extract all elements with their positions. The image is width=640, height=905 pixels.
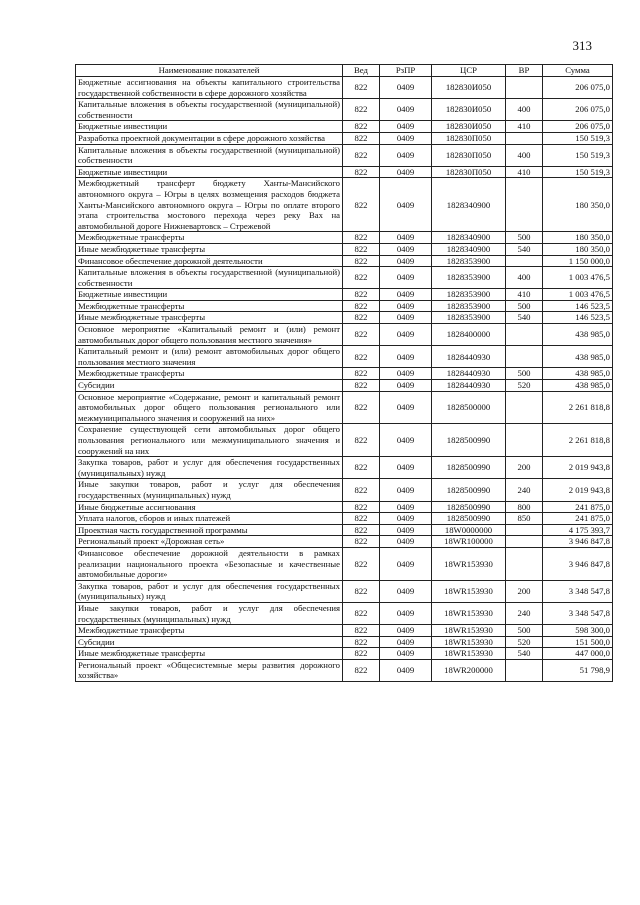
cell-sum: 150 519,3 bbox=[543, 166, 613, 178]
cell-csr: 1828353900 bbox=[432, 255, 506, 267]
cell-sum: 241 875,0 bbox=[543, 501, 613, 513]
cell-rzpr: 0409 bbox=[380, 602, 432, 624]
cell-ved: 822 bbox=[343, 243, 380, 255]
cell-ved: 822 bbox=[343, 166, 380, 178]
cell-ved: 822 bbox=[343, 300, 380, 312]
cell-rzpr: 0409 bbox=[380, 380, 432, 392]
cell-csr: 182830П050 bbox=[432, 144, 506, 166]
cell-name: Закупка товаров, работ и услуг для обеспечения государственных (муниципальных) нужд bbox=[76, 580, 343, 602]
table-row bbox=[76, 144, 613, 166]
cell-rzpr: 0409 bbox=[380, 243, 432, 255]
cell-csr: 1828440930 bbox=[432, 368, 506, 380]
cell-rzpr: 0409 bbox=[380, 232, 432, 244]
cell-rzpr: 0409 bbox=[380, 312, 432, 324]
table-row bbox=[76, 580, 613, 602]
table-row bbox=[76, 602, 613, 624]
cell-csr: 1828340900 bbox=[432, 243, 506, 255]
cell-vr bbox=[506, 132, 543, 144]
cell-name: Бюджетные инвестиции bbox=[76, 289, 343, 301]
cell-name: Бюджетные инвестиции bbox=[76, 121, 343, 133]
cell-sum: 2 261 818,8 bbox=[543, 424, 613, 457]
cell-vr: 400 bbox=[506, 144, 543, 166]
cell-rzpr: 0409 bbox=[380, 547, 432, 580]
table-row bbox=[76, 300, 613, 312]
table-row bbox=[76, 424, 613, 457]
table-body bbox=[76, 77, 613, 682]
cell-rzpr: 0409 bbox=[380, 121, 432, 133]
cell-name: Капитальные вложения в объекты государственной (муниципальной) собственности bbox=[76, 99, 343, 121]
cell-sum: 206 075,0 bbox=[543, 99, 613, 121]
cell-vr: 540 bbox=[506, 648, 543, 660]
cell-ved: 822 bbox=[343, 625, 380, 637]
cell-name: Закупка товаров, работ и услуг для обеспечения государственных (муниципальных) нужд bbox=[76, 457, 343, 479]
cell-name: Иные межбюджетные трансферты bbox=[76, 312, 343, 324]
table-row bbox=[76, 501, 613, 513]
cell-rzpr: 0409 bbox=[380, 368, 432, 380]
table-row bbox=[76, 324, 613, 346]
cell-vr: 500 bbox=[506, 300, 543, 312]
cell-name: Бюджетные ассигнования на объекты капитального строительства государственной собственности в сфере дорожного хозяйства bbox=[76, 77, 343, 99]
cell-ved: 822 bbox=[343, 513, 380, 525]
cell-csr: 182830И050 bbox=[432, 99, 506, 121]
cell-sum: 146 523,5 bbox=[543, 312, 613, 324]
cell-rzpr: 0409 bbox=[380, 267, 432, 289]
table-row bbox=[76, 648, 613, 660]
table-row bbox=[76, 77, 613, 99]
cell-csr: 1828500990 bbox=[432, 457, 506, 479]
cell-csr: 1828440930 bbox=[432, 346, 506, 368]
table-row bbox=[76, 457, 613, 479]
cell-vr: 800 bbox=[506, 501, 543, 513]
cell-rzpr: 0409 bbox=[380, 648, 432, 660]
cell-name: Иные межбюджетные трансферты bbox=[76, 648, 343, 660]
cell-rzpr: 0409 bbox=[380, 324, 432, 346]
table-row bbox=[76, 121, 613, 133]
cell-vr bbox=[506, 77, 543, 99]
cell-sum: 438 985,0 bbox=[543, 346, 613, 368]
cell-csr: 1828500990 bbox=[432, 424, 506, 457]
cell-sum: 180 350,0 bbox=[543, 232, 613, 244]
cell-sum: 1 003 476,5 bbox=[543, 267, 613, 289]
cell-name: Региональный проект «Дорожная сеть» bbox=[76, 536, 343, 548]
cell-sum: 180 350,0 bbox=[543, 178, 613, 232]
cell-rzpr: 0409 bbox=[380, 166, 432, 178]
cell-name: Региональный проект «Общесистемные меры развития дорожного хозяйства» bbox=[76, 659, 343, 681]
cell-sum: 241 875,0 bbox=[543, 513, 613, 525]
cell-ved: 822 bbox=[343, 368, 380, 380]
cell-vr: 500 bbox=[506, 625, 543, 637]
cell-name: Уплата налогов, сборов и иных платежей bbox=[76, 513, 343, 525]
cell-csr: 18WR153930 bbox=[432, 636, 506, 648]
cell-rzpr: 0409 bbox=[380, 580, 432, 602]
cell-vr: 410 bbox=[506, 121, 543, 133]
cell-vr: 520 bbox=[506, 380, 543, 392]
cell-ved: 822 bbox=[343, 580, 380, 602]
cell-rzpr: 0409 bbox=[380, 289, 432, 301]
cell-sum: 3 946 847,8 bbox=[543, 536, 613, 548]
cell-ved: 822 bbox=[343, 232, 380, 244]
cell-vr bbox=[506, 524, 543, 536]
cell-ved: 822 bbox=[343, 121, 380, 133]
cell-rzpr: 0409 bbox=[380, 501, 432, 513]
cell-sum: 1 003 476,5 bbox=[543, 289, 613, 301]
cell-name: Капитальные вложения в объекты государственной (муниципальной) собственности bbox=[76, 144, 343, 166]
cell-ved: 822 bbox=[343, 648, 380, 660]
cell-csr: 18W0000000 bbox=[432, 524, 506, 536]
cell-csr: 1828340900 bbox=[432, 232, 506, 244]
cell-sum: 447 000,0 bbox=[543, 648, 613, 660]
cell-csr: 18WR200000 bbox=[432, 659, 506, 681]
column-header-name: Наименование показателей bbox=[76, 65, 343, 77]
table-row bbox=[76, 255, 613, 267]
cell-sum: 3 946 847,8 bbox=[543, 547, 613, 580]
table-row bbox=[76, 99, 613, 121]
cell-name: Финансовое обеспечение дорожной деятельности bbox=[76, 255, 343, 267]
cell-sum: 146 523,5 bbox=[543, 300, 613, 312]
cell-name: Бюджетные инвестиции bbox=[76, 166, 343, 178]
cell-ved: 822 bbox=[343, 289, 380, 301]
table-row bbox=[76, 178, 613, 232]
cell-csr: 1828500990 bbox=[432, 513, 506, 525]
cell-ved: 822 bbox=[343, 178, 380, 232]
cell-name: Субсидии bbox=[76, 380, 343, 392]
table-row bbox=[76, 243, 613, 255]
cell-ved: 822 bbox=[343, 267, 380, 289]
cell-rzpr: 0409 bbox=[380, 255, 432, 267]
cell-csr: 1828353900 bbox=[432, 300, 506, 312]
cell-vr bbox=[506, 178, 543, 232]
cell-sum: 206 075,0 bbox=[543, 121, 613, 133]
cell-csr: 1828340900 bbox=[432, 178, 506, 232]
page-number: 313 bbox=[572, 38, 592, 53]
column-header-ved: Вед bbox=[343, 65, 380, 77]
table-row bbox=[76, 547, 613, 580]
cell-csr: 1828500990 bbox=[432, 479, 506, 501]
table-row bbox=[76, 391, 613, 424]
table-row bbox=[76, 536, 613, 548]
cell-ved: 822 bbox=[343, 324, 380, 346]
cell-name: Иные закупки товаров, работ и услуг для обеспечения государственных (муниципальных) нужд bbox=[76, 479, 343, 501]
cell-rzpr: 0409 bbox=[380, 346, 432, 368]
cell-rzpr: 0409 bbox=[380, 424, 432, 457]
table-row bbox=[76, 368, 613, 380]
cell-vr: 500 bbox=[506, 368, 543, 380]
cell-rzpr: 0409 bbox=[380, 479, 432, 501]
cell-rzpr: 0409 bbox=[380, 391, 432, 424]
cell-ved: 822 bbox=[343, 524, 380, 536]
cell-name: Финансовое обеспечение дорожной деятельности в рамках реализации национального проекта «Безопасные и качественные автомобильные дороги» bbox=[76, 547, 343, 580]
table-row bbox=[76, 524, 613, 536]
cell-ved: 822 bbox=[343, 602, 380, 624]
table-header-row bbox=[76, 65, 613, 77]
cell-name: Сохранение существующей сети автомобильных дорог общего пользования регионального или межмуниципального значения и сооружений на них bbox=[76, 424, 343, 457]
table-row bbox=[76, 232, 613, 244]
cell-name: Межбюджетные трансферты bbox=[76, 300, 343, 312]
cell-rzpr: 0409 bbox=[380, 300, 432, 312]
cell-ved: 822 bbox=[343, 391, 380, 424]
cell-ved: 822 bbox=[343, 312, 380, 324]
cell-rzpr: 0409 bbox=[380, 625, 432, 637]
cell-vr bbox=[506, 391, 543, 424]
cell-rzpr: 0409 bbox=[380, 77, 432, 99]
cell-name: Межбюджетные трансферты bbox=[76, 368, 343, 380]
column-header-sum: Сумма bbox=[543, 65, 613, 77]
table-row bbox=[76, 166, 613, 178]
cell-vr: 200 bbox=[506, 457, 543, 479]
column-header-rzpr: РзПР bbox=[380, 65, 432, 77]
cell-ved: 822 bbox=[343, 77, 380, 99]
cell-ved: 822 bbox=[343, 501, 380, 513]
cell-vr bbox=[506, 255, 543, 267]
cell-vr: 540 bbox=[506, 312, 543, 324]
cell-name: Межбюджетные трансферты bbox=[76, 232, 343, 244]
cell-vr bbox=[506, 346, 543, 368]
table-row bbox=[76, 636, 613, 648]
cell-name: Капитальные вложения в объекты государственной (муниципальной) собственности bbox=[76, 267, 343, 289]
cell-vr bbox=[506, 324, 543, 346]
cell-name: Иные межбюджетные трансферты bbox=[76, 243, 343, 255]
table-row bbox=[76, 289, 613, 301]
cell-csr: 1828500000 bbox=[432, 391, 506, 424]
budget-table bbox=[75, 64, 613, 682]
cell-vr: 400 bbox=[506, 99, 543, 121]
cell-csr: 1828353900 bbox=[432, 289, 506, 301]
cell-sum: 206 075,0 bbox=[543, 77, 613, 99]
cell-name: Основное мероприятие «Капитальный ремонт и (или) ремонт автомобильных дорог общего пользования местного значения» bbox=[76, 324, 343, 346]
cell-vr: 400 bbox=[506, 267, 543, 289]
cell-sum: 151 500,0 bbox=[543, 636, 613, 648]
cell-csr: 18WR153930 bbox=[432, 580, 506, 602]
cell-name: Межбюджетный трансферт бюджету Ханты-Мансийского автономного округа – Югры в целях возмещения расходов бюджета Ханты-Мансийского автономного округа – Югры по оплате второго этапа строительства мостового перехода через реку Вах на автомобильной дороге Нижневартовск – Стрежевой bbox=[76, 178, 343, 232]
cell-csr: 182830П050 bbox=[432, 166, 506, 178]
cell-csr: 18WR100000 bbox=[432, 536, 506, 548]
cell-name: Иные бюджетные ассигнования bbox=[76, 501, 343, 513]
cell-ved: 822 bbox=[343, 346, 380, 368]
cell-sum: 438 985,0 bbox=[543, 368, 613, 380]
cell-rzpr: 0409 bbox=[380, 457, 432, 479]
cell-vr bbox=[506, 659, 543, 681]
cell-ved: 822 bbox=[343, 547, 380, 580]
table-row bbox=[76, 132, 613, 144]
cell-rzpr: 0409 bbox=[380, 132, 432, 144]
table-row bbox=[76, 479, 613, 501]
cell-csr: 1828440930 bbox=[432, 380, 506, 392]
cell-ved: 822 bbox=[343, 132, 380, 144]
cell-sum: 150 519,3 bbox=[543, 132, 613, 144]
cell-sum: 438 985,0 bbox=[543, 324, 613, 346]
cell-sum: 3 348 547,8 bbox=[543, 602, 613, 624]
cell-csr: 182830И050 bbox=[432, 121, 506, 133]
cell-sum: 438 985,0 bbox=[543, 380, 613, 392]
cell-rzpr: 0409 bbox=[380, 99, 432, 121]
cell-name: Субсидии bbox=[76, 636, 343, 648]
cell-rzpr: 0409 bbox=[380, 659, 432, 681]
cell-vr bbox=[506, 424, 543, 457]
cell-csr: 1828353900 bbox=[432, 267, 506, 289]
cell-rzpr: 0409 bbox=[380, 524, 432, 536]
cell-name: Проектная часть государственной программы bbox=[76, 524, 343, 536]
cell-sum: 3 348 547,8 bbox=[543, 580, 613, 602]
cell-rzpr: 0409 bbox=[380, 144, 432, 166]
cell-sum: 4 175 393,7 bbox=[543, 524, 613, 536]
cell-vr: 200 bbox=[506, 580, 543, 602]
cell-csr: 1828500990 bbox=[432, 501, 506, 513]
cell-rzpr: 0409 bbox=[380, 513, 432, 525]
cell-csr: 182830И050 bbox=[432, 77, 506, 99]
cell-name: Иные закупки товаров, работ и услуг для обеспечения государственных (муниципальных) нужд bbox=[76, 602, 343, 624]
cell-vr: 410 bbox=[506, 166, 543, 178]
cell-ved: 822 bbox=[343, 380, 380, 392]
cell-ved: 822 bbox=[343, 424, 380, 457]
cell-csr: 182830П050 bbox=[432, 132, 506, 144]
cell-ved: 822 bbox=[343, 479, 380, 501]
cell-ved: 822 bbox=[343, 99, 380, 121]
table-row bbox=[76, 312, 613, 324]
cell-name: Межбюджетные трансферты bbox=[76, 625, 343, 637]
cell-sum: 2 261 818,8 bbox=[543, 391, 613, 424]
cell-csr: 18WR153930 bbox=[432, 602, 506, 624]
cell-csr: 18WR153930 bbox=[432, 648, 506, 660]
column-header-csr: ЦСР bbox=[432, 65, 506, 77]
table-row bbox=[76, 267, 613, 289]
column-header-vr: ВР bbox=[506, 65, 543, 77]
table-row bbox=[76, 659, 613, 681]
cell-sum: 2 019 943,8 bbox=[543, 479, 613, 501]
cell-sum: 2 019 943,8 bbox=[543, 457, 613, 479]
cell-sum: 180 350,0 bbox=[543, 243, 613, 255]
cell-rzpr: 0409 bbox=[380, 178, 432, 232]
cell-vr: 850 bbox=[506, 513, 543, 525]
cell-csr: 18WR153930 bbox=[432, 625, 506, 637]
cell-name: Капитальный ремонт и (или) ремонт автомобильных дорог общего пользования местного значения bbox=[76, 346, 343, 368]
cell-vr: 540 bbox=[506, 243, 543, 255]
cell-ved: 822 bbox=[343, 457, 380, 479]
cell-name: Разработка проектной документации в сфере дорожного хозяйства bbox=[76, 132, 343, 144]
table-row bbox=[76, 380, 613, 392]
cell-vr bbox=[506, 547, 543, 580]
cell-vr: 240 bbox=[506, 479, 543, 501]
table-row bbox=[76, 625, 613, 637]
cell-rzpr: 0409 bbox=[380, 636, 432, 648]
cell-vr: 520 bbox=[506, 636, 543, 648]
cell-csr: 18WR153930 bbox=[432, 547, 506, 580]
cell-ved: 822 bbox=[343, 659, 380, 681]
table-row bbox=[76, 513, 613, 525]
cell-name: Основное мероприятие «Содержание, ремонт и капитальный ремонт автомобильных дорог общего пользования регионального или межмуниципального значения и сооружений на них» bbox=[76, 391, 343, 424]
cell-csr: 1828400000 bbox=[432, 324, 506, 346]
cell-sum: 1 150 000,0 bbox=[543, 255, 613, 267]
cell-rzpr: 0409 bbox=[380, 536, 432, 548]
cell-sum: 51 798,9 bbox=[543, 659, 613, 681]
cell-sum: 598 300,0 bbox=[543, 625, 613, 637]
cell-ved: 822 bbox=[343, 144, 380, 166]
cell-ved: 822 bbox=[343, 255, 380, 267]
cell-ved: 822 bbox=[343, 636, 380, 648]
cell-vr: 410 bbox=[506, 289, 543, 301]
cell-sum: 150 519,3 bbox=[543, 144, 613, 166]
cell-ved: 822 bbox=[343, 536, 380, 548]
cell-vr: 240 bbox=[506, 602, 543, 624]
table-row bbox=[76, 346, 613, 368]
cell-csr: 1828353900 bbox=[432, 312, 506, 324]
cell-vr bbox=[506, 536, 543, 548]
cell-vr: 500 bbox=[506, 232, 543, 244]
